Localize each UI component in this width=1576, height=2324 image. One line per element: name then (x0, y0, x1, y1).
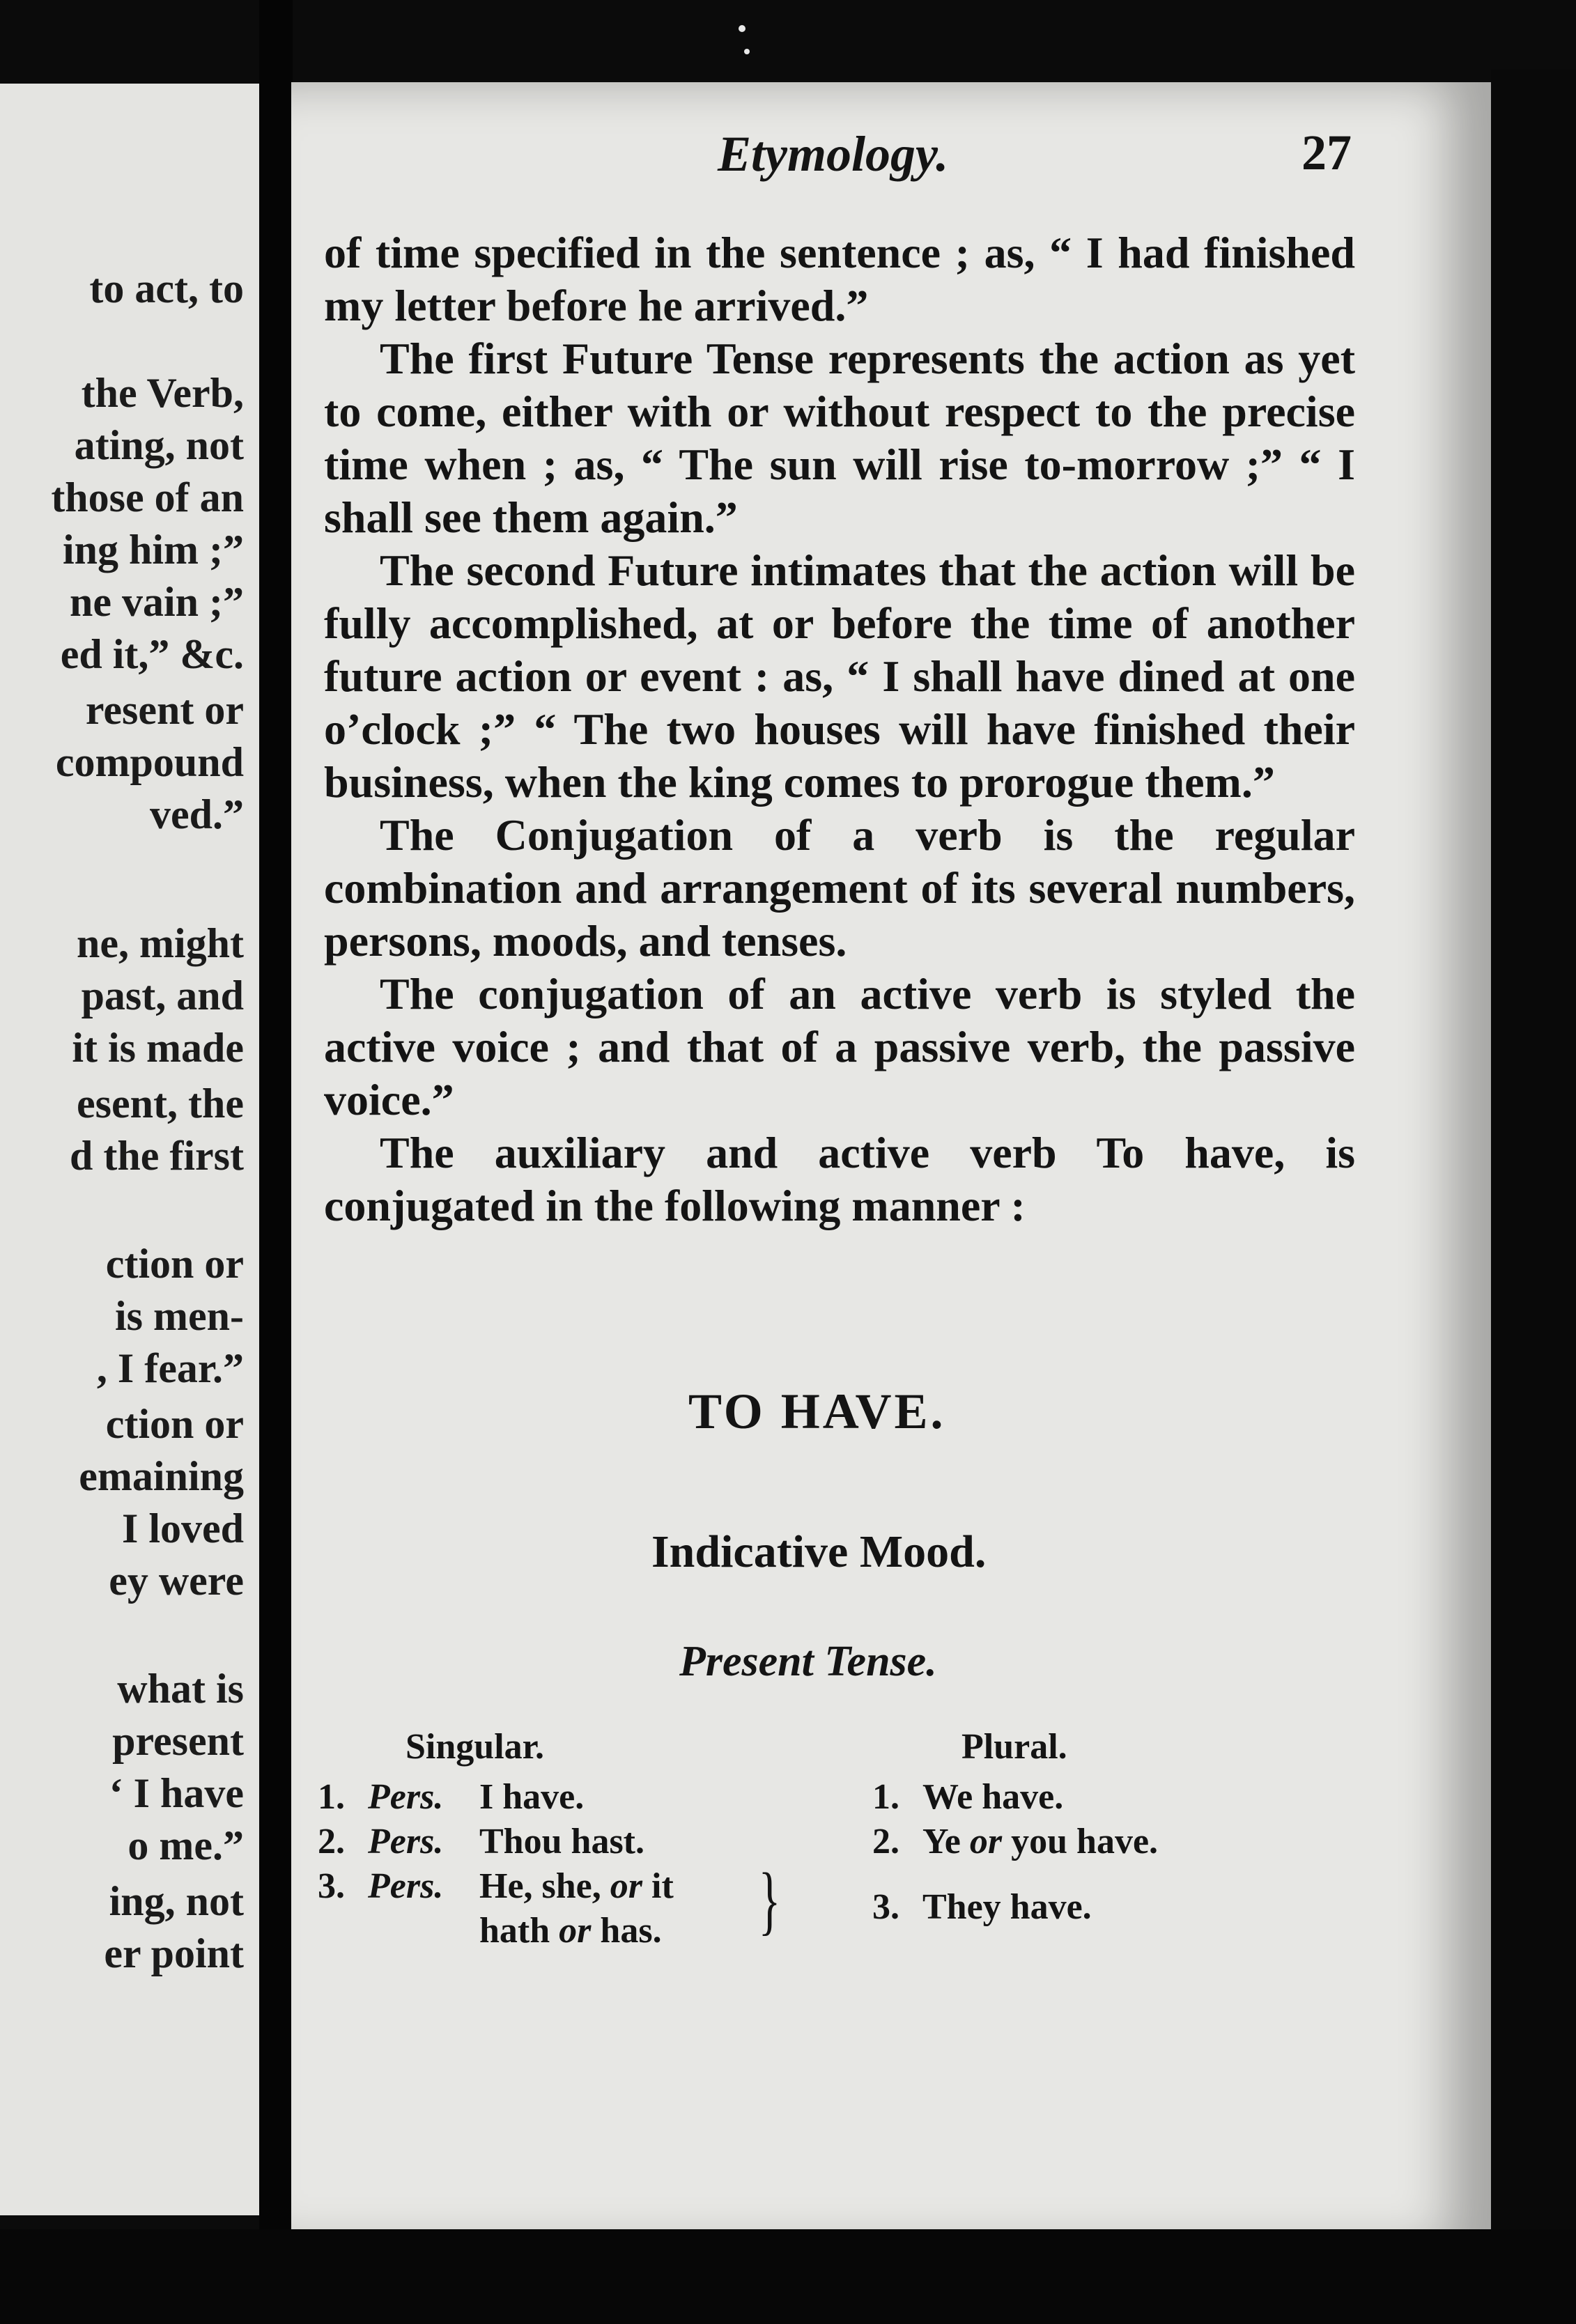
verb-form: They have. (922, 1887, 1092, 1927)
left-page-line-fragment: o me.” (128, 1822, 244, 1868)
verb-form: He, she, (479, 1866, 610, 1906)
verb-form: I have. (479, 1777, 585, 1817)
left-page-line-fragment: ction or (105, 1241, 244, 1287)
scan-border (0, 2229, 1576, 2324)
paragraph: The first Future Tense represents the action as yet to come, either with or without respect to the precise time when ; as, “ The sun will rise to-morrow ;” “ I shall see them again.” (324, 334, 1355, 542)
verb-form: Ye (922, 1822, 970, 1861)
verb-form-or: or (969, 1822, 1003, 1861)
section-title-text: TO HAVE. (688, 1384, 946, 1439)
left-page-line-fragment: ed it,” &c. (60, 631, 244, 677)
plural-header: Plural. (961, 1727, 1067, 1767)
verb-form: it (642, 1866, 674, 1906)
paragraph: The second Future intimates that the action will be fully accomplished, at or before the time of another future action or event : as, “ I shall have dined at one o’clock ;” “ The two houses will have finished their business, when the king comes to prorogue them.” (324, 545, 1355, 807)
left-page-line-fragment: those of an (51, 474, 244, 520)
left-page-line-fragment: it is made (72, 1025, 244, 1071)
left-page-line-fragment: ne vain ;” (69, 579, 244, 625)
left-page-line-fragment: ne, might (77, 920, 244, 966)
running-head: Etymology. (718, 126, 949, 182)
tense-title: Present Tense. (679, 1638, 937, 1685)
row-number: 1. (318, 1777, 345, 1817)
brace-glyph: } (758, 1857, 781, 1942)
previous-page-fragment (0, 84, 259, 2215)
row-number: 3. (318, 1866, 345, 1906)
left-page-line-fragment: ey were (109, 1558, 244, 1604)
person-label: Pers. (368, 1866, 444, 1906)
left-page-line-fragment: d the first (70, 1133, 244, 1179)
verb-form-or: or (559, 1911, 592, 1951)
person-label: Pers. (368, 1822, 444, 1861)
verb-form: you have. (1002, 1822, 1159, 1861)
left-page-line-fragment: ved.” (150, 791, 244, 837)
scan-speck (744, 49, 750, 54)
left-page-line-fragment: ‘ I have (109, 1770, 244, 1816)
left-page-line-fragment: past, and (81, 973, 244, 1018)
page-number: 27 (1301, 125, 1352, 180)
singular-header: Singular. (405, 1727, 544, 1767)
plural-row (872, 1776, 1063, 1818)
left-page-line-fragment: I loved (121, 1505, 244, 1551)
row-number: 2. (872, 1822, 899, 1861)
verb-form: We have. (922, 1777, 1064, 1817)
singular-row (318, 1866, 674, 1907)
body-text (324, 226, 1355, 1232)
row-number: 3. (872, 1887, 899, 1927)
person-label: Pers. (368, 1777, 444, 1817)
singular-row (318, 1776, 584, 1818)
left-page-line-fragment: resent or (85, 687, 244, 733)
left-page-line-fragment: to act, to (89, 265, 244, 311)
singular-row-continued (479, 1910, 662, 1951)
left-page-line-fragment: compound (55, 739, 244, 785)
left-page-line-fragment: emaining (79, 1453, 244, 1499)
left-page-line-fragment: er point (104, 1930, 244, 1976)
left-page-line-fragment: present (112, 1718, 244, 1764)
left-page-line-fragment: , I fear.” (96, 1345, 244, 1391)
page-gutter (259, 0, 293, 2324)
scan-speck (739, 25, 745, 32)
mood-title: Indicative Mood. (651, 1526, 987, 1577)
paragraph: of time specified in the sentence ; as, “ I had finished my letter before he arrived.” (324, 228, 1355, 330)
row-number: 1. (872, 1777, 899, 1817)
verb-form-or: or (610, 1866, 643, 1906)
verb-form: has. (591, 1911, 662, 1951)
left-page-line-fragment: ating, not (74, 422, 244, 468)
left-page-line-fragment: the Verb, (81, 370, 244, 416)
singular-row (318, 1821, 644, 1862)
left-page-line-fragment: ing, not (109, 1878, 244, 1924)
left-page-line-fragment: esent, the (77, 1080, 244, 1126)
plural-row (872, 1821, 1158, 1862)
plural-row (872, 1887, 1092, 1928)
row-number: 2. (318, 1822, 345, 1861)
left-page-line-fragment: ing him ;” (62, 527, 244, 573)
left-page-line-fragment: is men- (115, 1293, 244, 1339)
paragraph: The auxiliary and active verb To have, is conjugated in the following manner : (324, 1128, 1355, 1230)
paragraph: The conjugation of an active verb is styled the active voice ; and that of a passive verb, the passive voice.” (324, 969, 1355, 1124)
left-page-line-fragment: what is (117, 1666, 244, 1712)
verb-form: hath (479, 1911, 559, 1951)
verb-form: Thou hast. (479, 1822, 644, 1861)
paragraph: The Conjugation of a verb is the regular combination and arrangement of its several numbers, persons, moods, and tenses. (324, 810, 1355, 966)
page-edge (1491, 70, 1576, 2324)
left-page-line-fragment: ction or (105, 1401, 244, 1447)
